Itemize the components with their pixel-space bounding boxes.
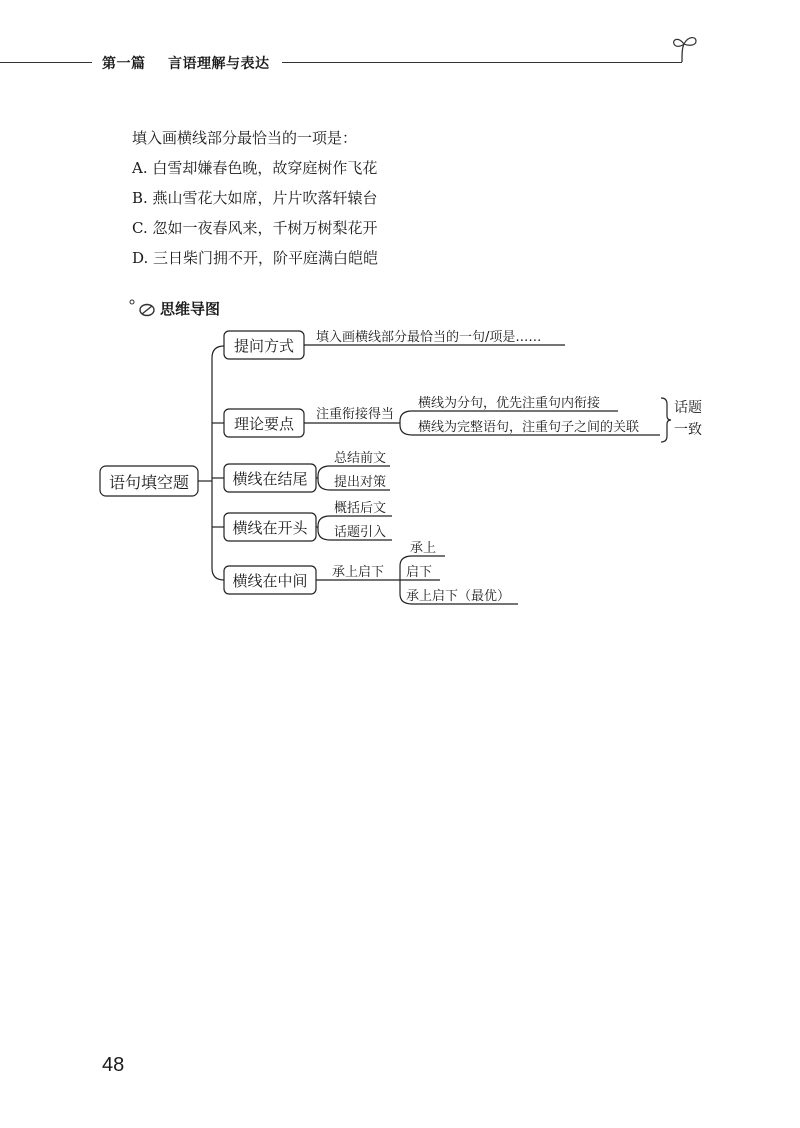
branch-label-1: 提问方式 — [233, 337, 295, 355]
branch-5-item-1: 承上 — [410, 541, 437, 556]
branch-label-5: 横线在中间 — [232, 572, 308, 590]
branch-5-item-2: 启下 — [406, 565, 433, 580]
branch-1-note: 填入画横线部分最恰当的一句/项是…… — [316, 330, 542, 345]
branch-2-connector: 注重衔接得当 — [316, 407, 395, 422]
page-number: 48 — [102, 1054, 125, 1076]
option-c: C. 忽如一夜春风来，千树万树梨花开 — [132, 219, 378, 237]
branch-2-item-2: 横线为完整语句，注重句子之间的关联 — [418, 420, 640, 435]
branch-label-4: 横线在开头 — [232, 519, 308, 537]
branch-2-bracket-note-2: 一致 — [674, 422, 702, 438]
branch-2-item-1: 横线为分句，优先注重句内衔接 — [418, 396, 601, 411]
branch-3-item-2: 提出对策 — [334, 475, 387, 490]
branch-5-item-3: 承上启下（最优） — [406, 589, 511, 604]
option-a: A. 白雪却嫌春色晚，故穿庭树作飞花 — [132, 159, 378, 177]
option-d: D. 三日柴门拥不开，阶平庭满白皑皑 — [132, 249, 379, 267]
branch-2-bracket-note-1: 话题 — [674, 400, 702, 416]
branch-5-connector: 承上启下 — [332, 565, 385, 580]
branch-label-2: 理论要点 — [233, 415, 295, 433]
branch-3-item-1: 总结前文 — [334, 451, 387, 466]
header-title: 言语理解与表达 — [168, 56, 270, 72]
root-node-label: 语句填空题 — [108, 473, 190, 492]
branch-label-3: 横线在结尾 — [232, 470, 308, 488]
branch-4-item-1: 概括后文 — [334, 501, 387, 516]
section-title: 思维导图 — [160, 300, 221, 318]
header-part: 第一篇 — [102, 56, 146, 72]
branch-4-item-2: 话题引入 — [334, 525, 387, 540]
question-stem: 填入画横线部分最恰当的一项是： — [132, 129, 358, 147]
option-b: B. 燕山雪花大如席，片片吹落轩辕台 — [132, 189, 378, 207]
